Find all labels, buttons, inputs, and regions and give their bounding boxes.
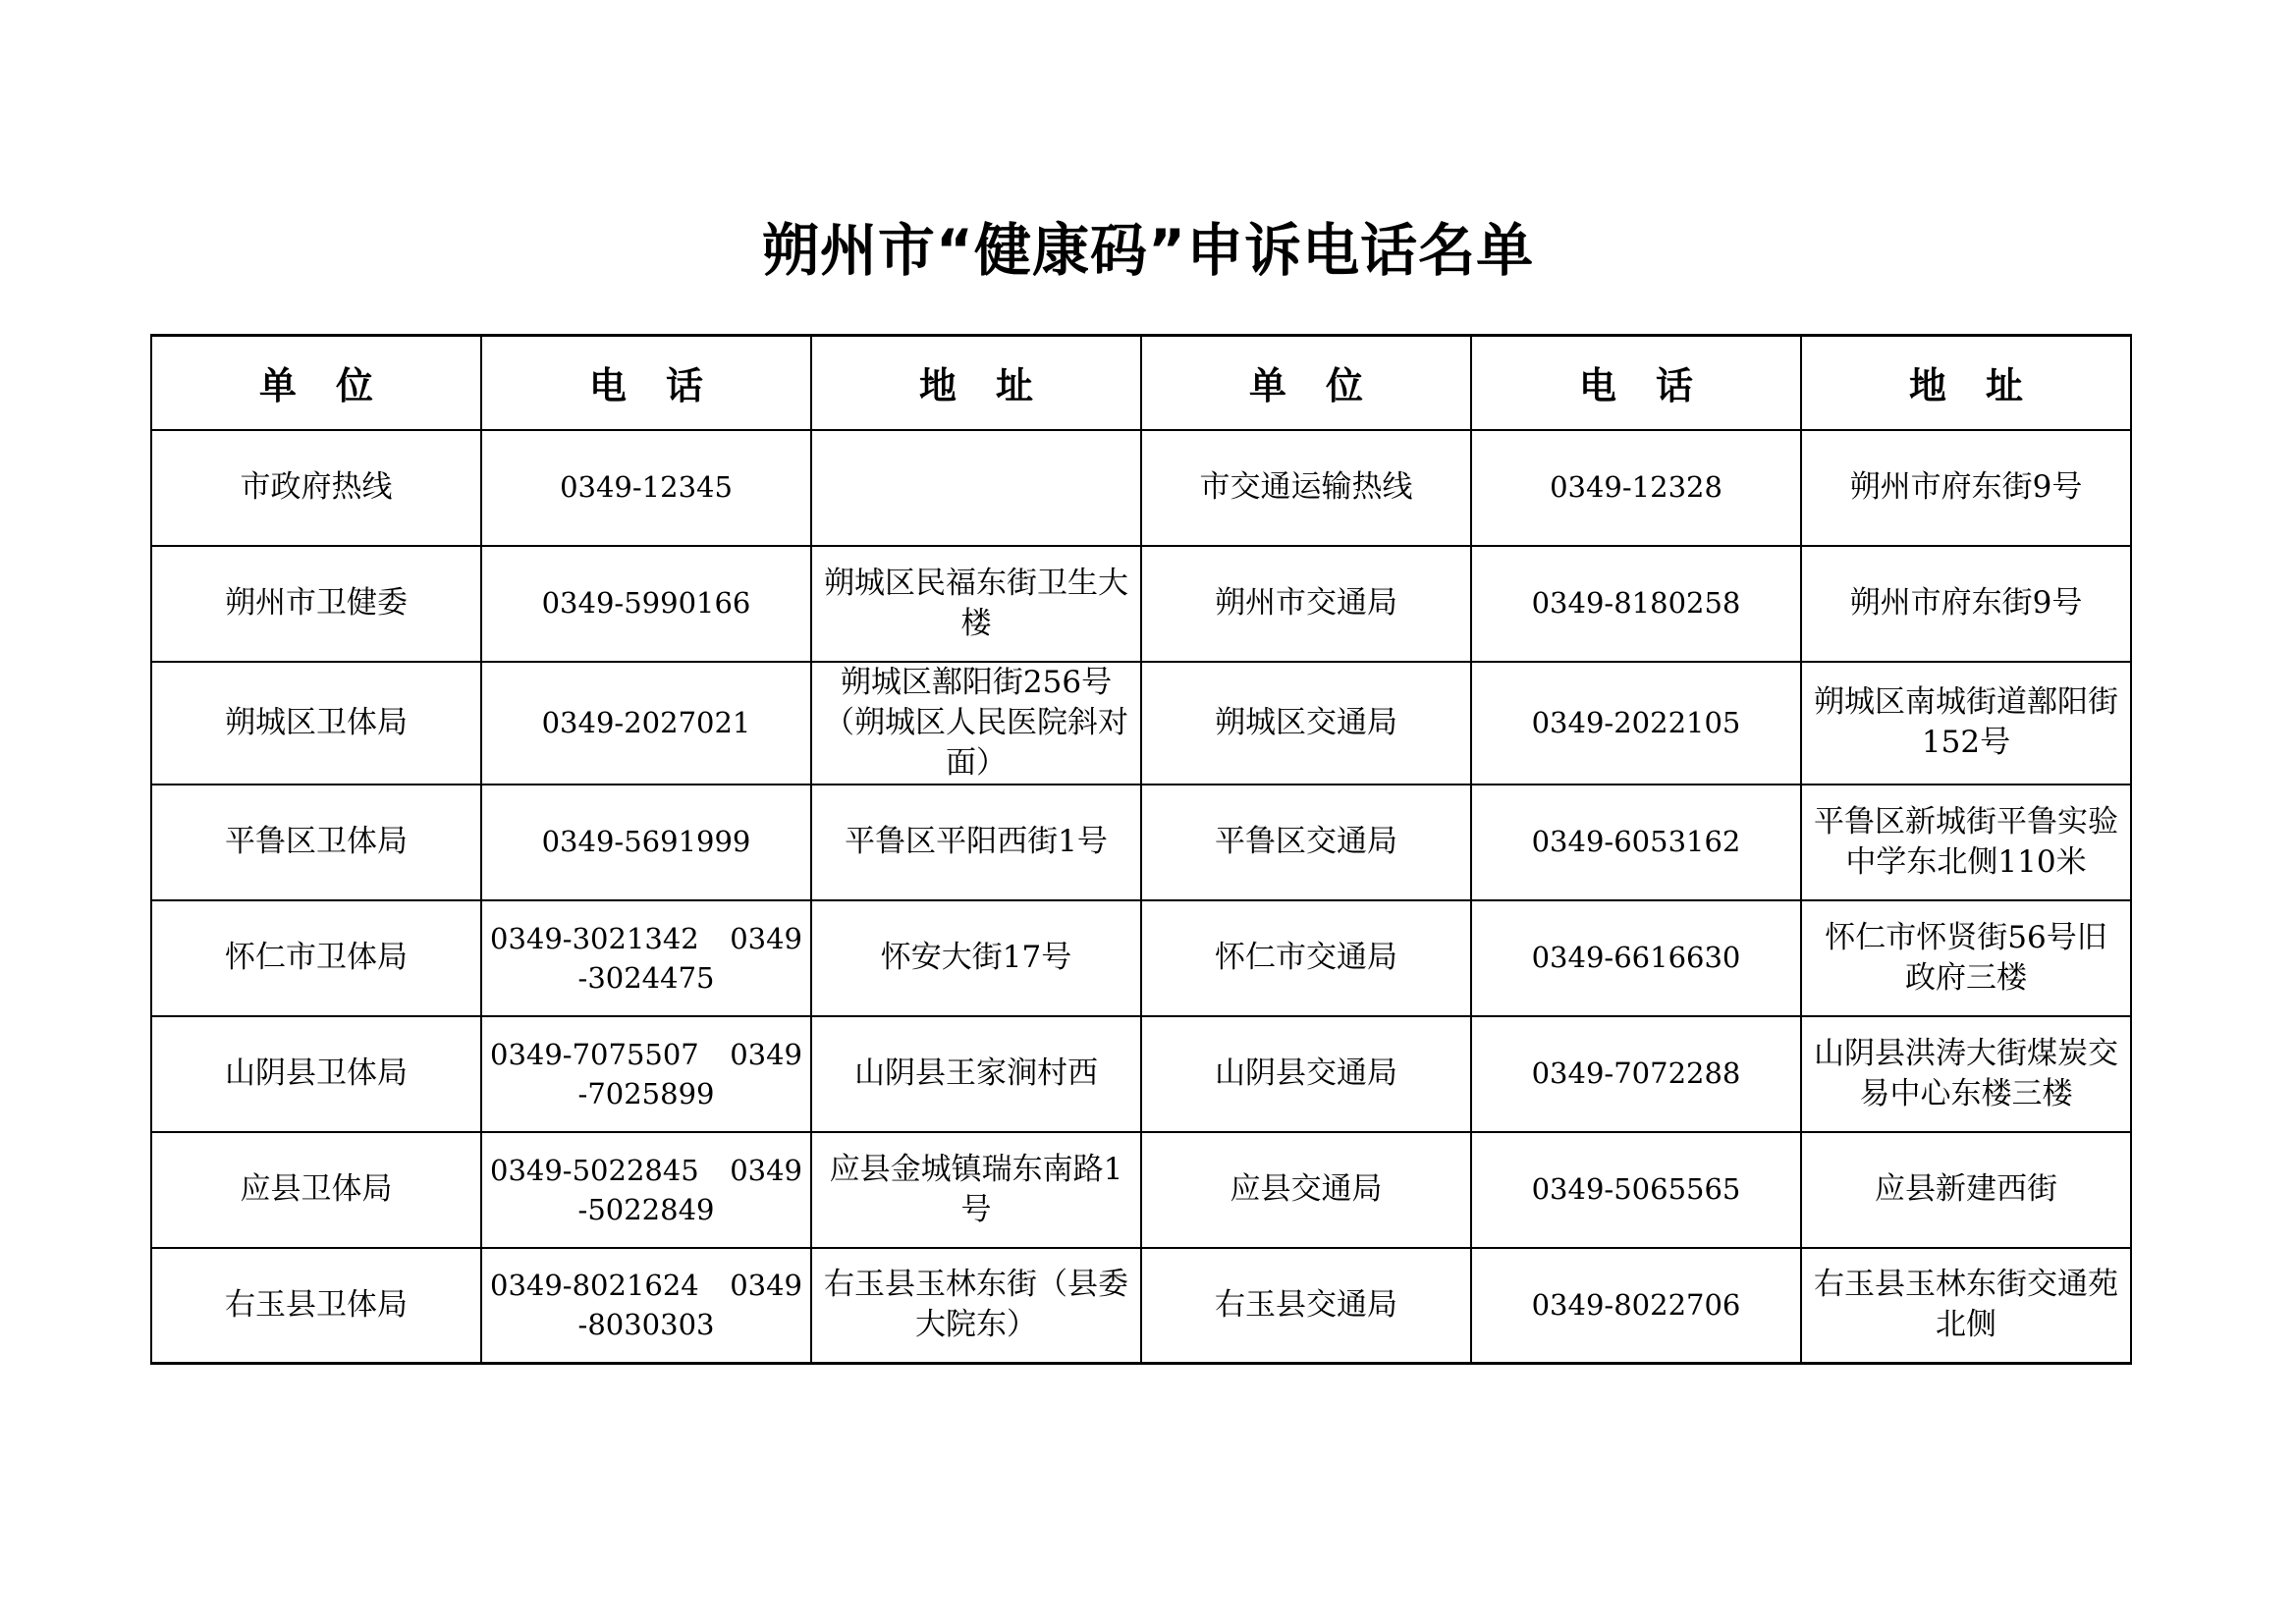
phone-cell: 0349-5990166 [481, 546, 811, 662]
unit-cell: 平鲁区卫体局 [151, 785, 481, 900]
phone-cell: 0349-8180258 [1471, 546, 1801, 662]
table-row [151, 430, 2131, 546]
phone-cell: 0349-3021342 0349-3024475 [481, 900, 811, 1016]
header-phone: 电话 [481, 336, 811, 430]
phone-cell: 0349-5691999 [481, 785, 811, 900]
address-cell: 朔城区南城街道鄯阳街152号 [1801, 662, 2131, 785]
unit-cell: 右玉县交通局 [1141, 1248, 1471, 1364]
address-cell: 怀安大街17号 [811, 900, 1141, 1016]
address-cell: 平鲁区平阳西街1号 [811, 785, 1141, 900]
address-cell: 朔城区鄯阳街256号（朔城区人民医院斜对面） [811, 662, 1141, 785]
phone-cell: 0349-6616630 [1471, 900, 1801, 1016]
phone-cell: 0349-5065565 [1471, 1132, 1801, 1248]
address-cell: 山阴县王家涧村西 [811, 1016, 1141, 1132]
table-row [151, 662, 2131, 785]
table-header-row [151, 336, 2131, 430]
unit-cell: 市政府热线 [151, 430, 481, 546]
phone-cell: 0349-5022845 0349-5022849 [481, 1132, 811, 1248]
unit-cell: 山阴县交通局 [1141, 1016, 1471, 1132]
complaint-phone-table [150, 334, 2132, 1365]
unit-cell: 朔州市交通局 [1141, 546, 1471, 662]
table-row [151, 1248, 2131, 1364]
address-cell: 怀仁市怀贤街56号旧政府三楼 [1801, 900, 2131, 1016]
address-cell: 朔州市府东街9号 [1801, 430, 2131, 546]
unit-cell: 怀仁市卫体局 [151, 900, 481, 1016]
header-address: 地址 [1801, 336, 2131, 430]
address-cell: 右玉县玉林东街（县委大院东） [811, 1248, 1141, 1364]
address-cell [811, 430, 1141, 546]
unit-cell: 朔州市卫健委 [151, 546, 481, 662]
header-unit: 单位 [151, 336, 481, 430]
address-cell: 山阴县洪涛大街煤炭交易中心东楼三楼 [1801, 1016, 2131, 1132]
unit-cell: 朔城区交通局 [1141, 662, 1471, 785]
unit-cell: 市交通运输热线 [1141, 430, 1471, 546]
phone-cell: 0349-7072288 [1471, 1016, 1801, 1132]
phone-cell: 0349-2022105 [1471, 662, 1801, 785]
header-address: 地址 [811, 336, 1141, 430]
address-cell: 应县金城镇瑞东南路1号 [811, 1132, 1141, 1248]
header-phone: 电话 [1471, 336, 1801, 430]
phone-cell: 0349-8022706 [1471, 1248, 1801, 1364]
table-row [151, 1016, 2131, 1132]
phone-cell: 0349-12345 [481, 430, 811, 546]
address-cell: 平鲁区新城街平鲁实验中学东北侧110米 [1801, 785, 2131, 900]
table-row [151, 900, 2131, 1016]
document-title: 朔州市“健康码”申诉电话名单 [761, 217, 1535, 284]
unit-cell: 怀仁市交通局 [1141, 900, 1471, 1016]
unit-cell: 平鲁区交通局 [1141, 785, 1471, 900]
address-cell: 应县新建西街 [1801, 1132, 2131, 1248]
phone-cell: 0349-2027021 [481, 662, 811, 785]
table-row [151, 785, 2131, 900]
unit-cell: 应县卫体局 [151, 1132, 481, 1248]
table-row [151, 1132, 2131, 1248]
phone-cell: 0349-6053162 [1471, 785, 1801, 900]
unit-cell: 应县交通局 [1141, 1132, 1471, 1248]
phone-cell: 0349-12328 [1471, 430, 1801, 546]
unit-cell: 朔城区卫体局 [151, 662, 481, 785]
address-cell: 朔城区民福东街卫生大楼 [811, 546, 1141, 662]
table-row [151, 546, 2131, 662]
address-cell: 朔州市府东街9号 [1801, 546, 2131, 662]
address-cell: 右玉县玉林东街交通苑北侧 [1801, 1248, 2131, 1364]
unit-cell: 右玉县卫体局 [151, 1248, 481, 1364]
phone-cell: 0349-8021624 0349-8030303 [481, 1248, 811, 1364]
unit-cell: 山阴县卫体局 [151, 1016, 481, 1132]
header-unit: 单位 [1141, 336, 1471, 430]
phone-cell: 0349-7075507 0349-7025899 [481, 1016, 811, 1132]
